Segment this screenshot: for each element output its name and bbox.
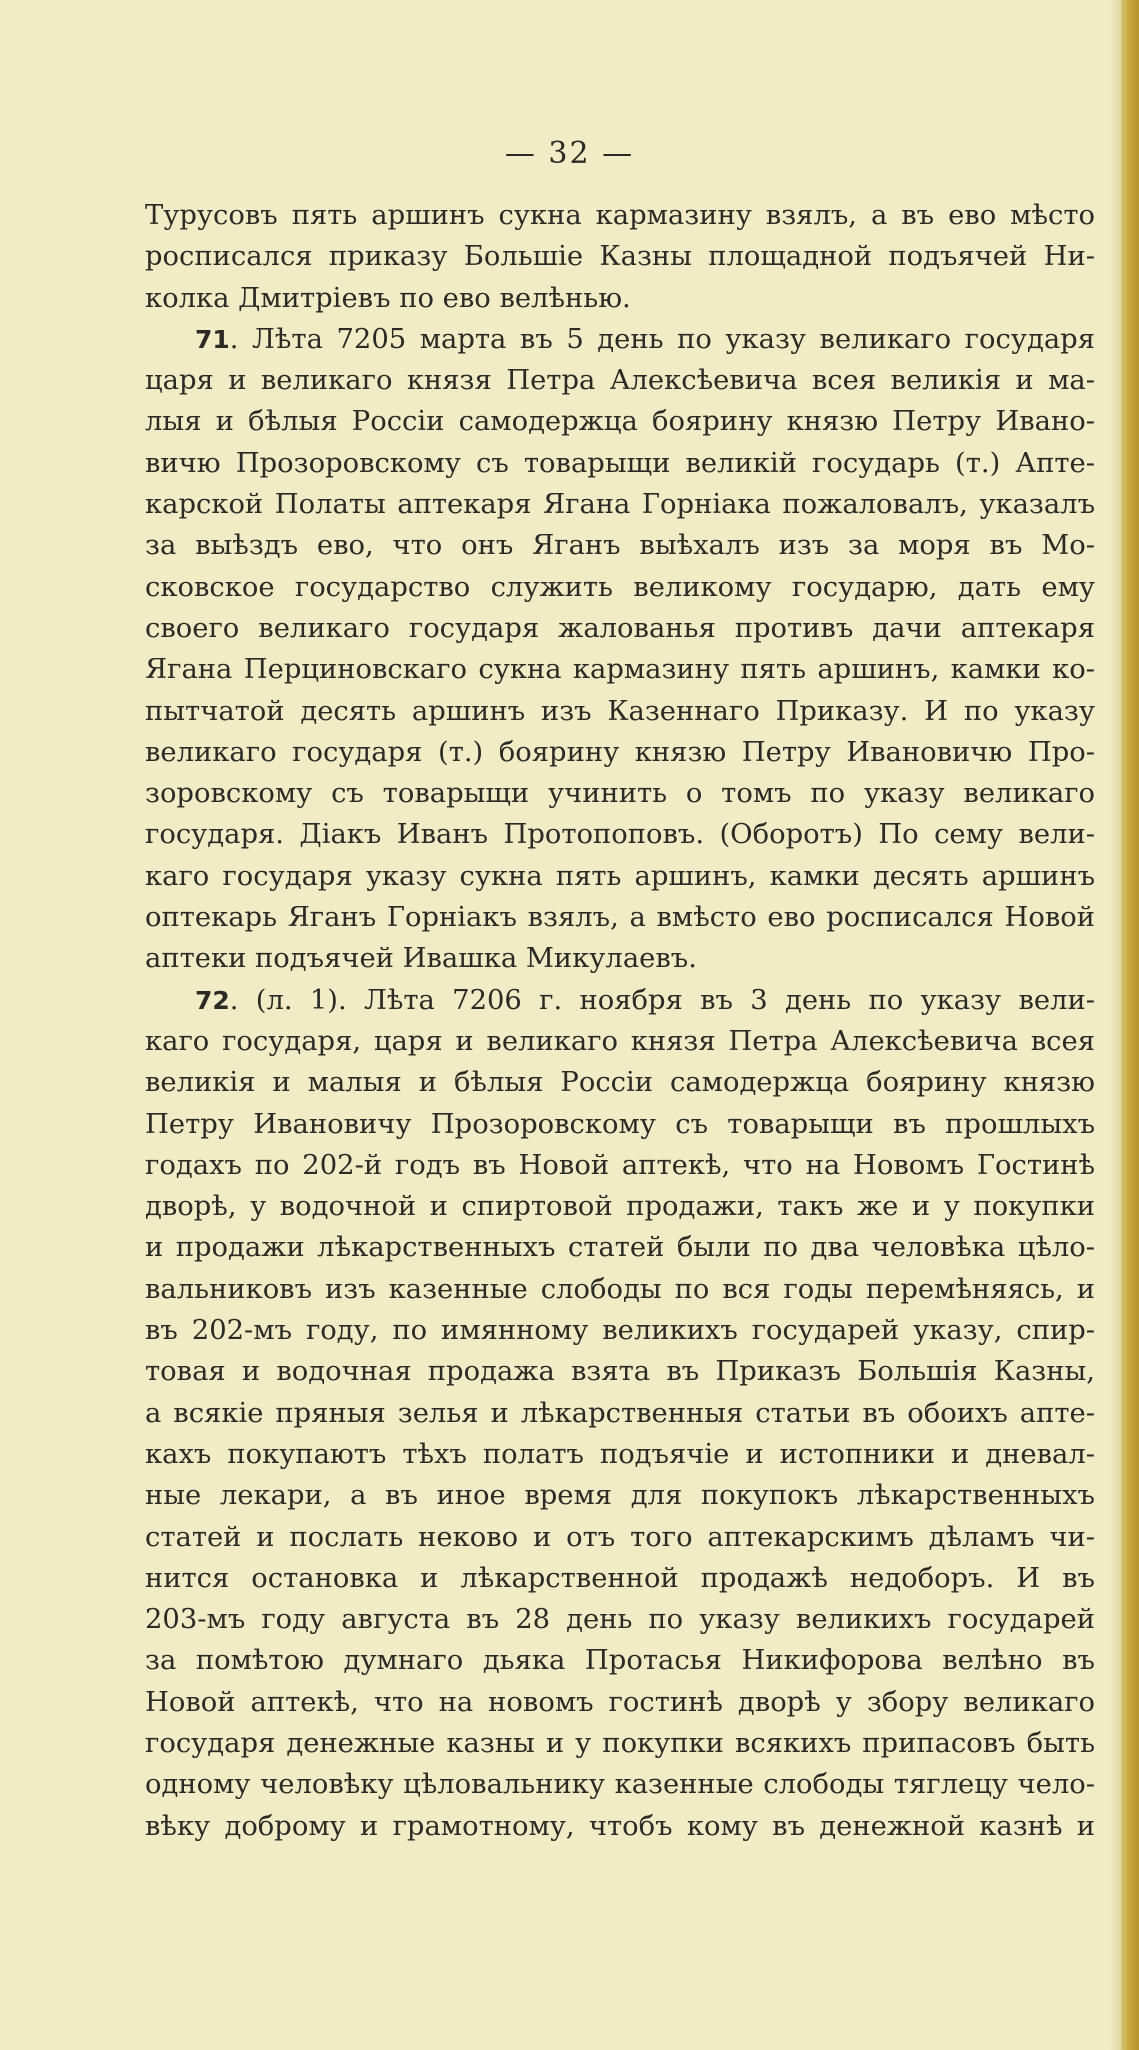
text-line: за выѣздъ ево, что онъ Яганъ выѣхалъ изъ за моря въ Мо-	[145, 530, 1095, 562]
text-line: государя денежные казны и у покупки всякихъ припасовъ быть	[145, 1727, 1095, 1759]
text-line: лыя и бѣлыя Россіи самодержца боярину князю Петру Ивано-	[145, 406, 1095, 438]
entry-text: . (л. 1). Лѣта 7206 г. ноября въ 3 день по указу вели-	[229, 984, 1095, 1016]
text-line: одному человѣку цѣловальнику казенные слободы тяглецу чело-	[145, 1769, 1095, 1801]
text-line: ные лекари, а въ иное время для покупокъ лѣкарственныхъ	[145, 1480, 1095, 1512]
text-line: каго государя указу сукна пять аршинъ, камки десять аршинъ	[145, 860, 1095, 892]
text-line: а всякіе пряныя зелья и лѣкарственныя статьи въ обоихъ апте-	[145, 1397, 1095, 1429]
text-line: аптеки подъячей Ивашка Микулаевъ.	[145, 943, 697, 975]
text-line: 203-мъ году августа въ 28 день по указу великихъ государей	[145, 1604, 1095, 1636]
text-line: карской Полаты аптекаря Ягана Горніака пожаловалъ, указалъ	[145, 489, 1095, 521]
text-line: Турусовъ пять аршинъ сукна кармазину взялъ, а въ ево мѣсто	[145, 200, 1095, 231]
entry-number: 71	[195, 324, 230, 354]
text-line: сковское государство служить великому государю, дать ему	[145, 571, 1095, 603]
document-body	[145, 195, 1095, 1847]
text-line: царя и великаго князя Петра Алексѣевича всея великія и ма-	[145, 365, 1095, 397]
text-line: каго государя, царя и великаго князя Петра Алексѣевича всея	[145, 1025, 1095, 1057]
entry-number: 72	[195, 985, 230, 1015]
entry-71-first-line	[145, 319, 1095, 360]
entry-text: . Лѣта 7205 марта въ 5 день по указу великаго государя	[229, 323, 1095, 355]
text-line: вѣку доброму и грамотному, чтобъ кому въ денежной казнѣ и	[145, 1810, 1095, 1842]
text-line: вальниковъ изъ казенные слободы по вся годы перемѣняясь, и	[145, 1273, 1095, 1305]
text-line: кахъ покупаютъ тѣхъ полатъ подъячіе и истопники и днeвал-	[145, 1438, 1095, 1470]
text-line: зоровскому съ товарыщи учинить о томъ по указу великаго	[145, 778, 1095, 810]
text-line: пытчатой десять аршинъ изъ Казеннаго Приказу. И по указу	[145, 695, 1095, 727]
text-line: колка Дмитріевъ по ево велѣнью.	[145, 282, 631, 314]
text-line: великія и малыя и бѣлыя Россіи самодержца боярину князю	[145, 1067, 1095, 1099]
text-line: дворѣ, у водочной и спиртовой продажи, такъ же и у покупки	[145, 1191, 1095, 1223]
text-line: росписался приказу Большіе Казны площадной подъячей Ни-	[145, 241, 1095, 273]
text-line: и продажи лѣкарственныхъ статей были по два человѣка цѣло-	[145, 1232, 1095, 1264]
text-line: годахъ по 202-й годъ въ Новой аптекѣ, что на Новомъ Гостинѣ	[145, 1149, 1095, 1181]
book-spine-edge	[1121, 0, 1139, 2050]
text-line: за помѣтою думнаго дьяка Протасья Никифорова велѣно въ	[145, 1645, 1095, 1677]
text-line: вичю Прозоровскому съ товарыщи великій государь (т.) Апте-	[145, 447, 1095, 479]
text-line: товая и водочная продажа взята въ Приказъ Большія Казны,	[145, 1356, 1095, 1388]
text-line: статей и послать нековo и отъ того аптекарскимъ дѣламъ чи-	[145, 1521, 1095, 1553]
text-line: Ягана Перциновскаго сукна кармазину пять аршинъ, камки ко-	[145, 654, 1095, 686]
text-line: своего великаго государя жалованья противъ дачи аптекаря	[145, 612, 1095, 644]
text-line: оптекарь Яганъ Горніакъ взялъ, а вмѣсто ево росписался Новой	[145, 902, 1095, 934]
entry-72-first-line	[145, 980, 1095, 1021]
text-line: нится остановка и лѣкарственной продажѣ недоборъ. И въ	[145, 1562, 1095, 1594]
text-line: въ 202-мъ году, по имянному великихъ государей указу, спир-	[145, 1315, 1095, 1347]
text-line: государя. Діакъ Иванъ Протопоповъ. (Оборотъ) По сему вели-	[145, 819, 1095, 851]
page-gutter-shadow	[1109, 0, 1121, 2050]
text-line: Петру Ивановичу Прозоровскому съ товарыщи въ прошлыхъ	[145, 1108, 1095, 1140]
text-line: великаго государя (т.) боярину князю Петру Ивановичю Про-	[145, 736, 1095, 768]
text-line: Новой аптекѣ, что на новомъ гостинѣ дворѣ у збору великаго	[145, 1686, 1095, 1718]
page-number: — 32 —	[504, 136, 635, 171]
